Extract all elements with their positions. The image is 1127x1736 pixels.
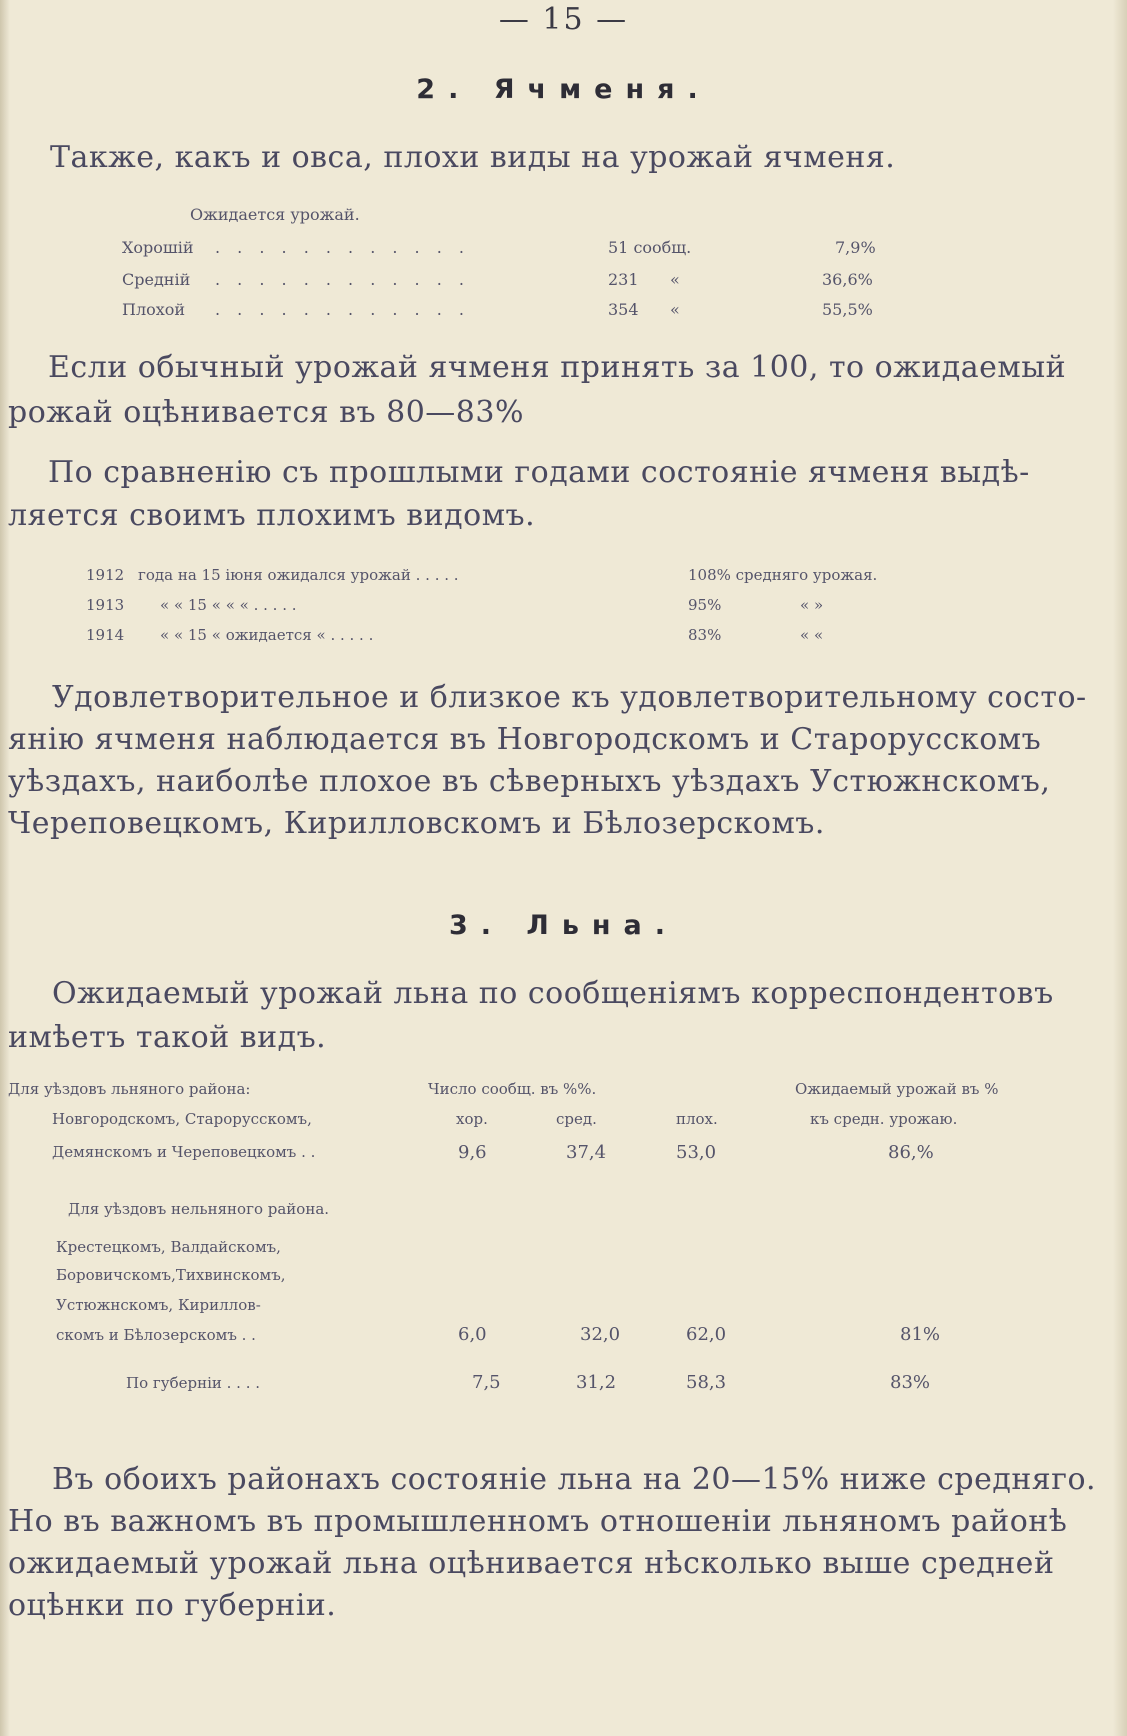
year-label: 1914 xyxy=(86,626,125,644)
barley-row-count: 354 xyxy=(608,300,639,319)
flax-value: 62,0 xyxy=(686,1324,727,1345)
flax-paragraph-line: оцѣнки по губерніи. xyxy=(8,1588,337,1623)
year-value: 83% xyxy=(688,626,722,644)
page-right-edge xyxy=(1113,0,1127,1736)
flax-col-sred: сред. xyxy=(556,1110,597,1128)
barley-row-pct: 7,9% xyxy=(835,238,876,257)
flax-paragraph-line: Но въ важномъ въ промышленномъ отношеніи льняномъ районѣ xyxy=(8,1504,1068,1539)
barley-row-pct: 55,5% xyxy=(822,300,873,319)
barley-paragraph-line: Если обычный урожай ячменя принять за 100, то ожидаемый xyxy=(48,350,1067,385)
flax-group2-line: Боровичскомъ,Тихвинскомъ, xyxy=(56,1266,286,1284)
page-left-edge xyxy=(0,0,10,1736)
barley-paragraph-line: Череповецкомъ, Кирилловскомъ и Бѣлозерскомъ. xyxy=(8,806,825,841)
flax-total-label: По губерніи . . . . xyxy=(126,1374,261,1392)
flax-paragraph-line: Въ обоихъ районахъ состояніе льна на 20—15% ниже средняго. xyxy=(52,1462,1097,1497)
year-text: « « 15 « « « . . . . . xyxy=(160,596,297,614)
year-label: 1912 xyxy=(86,566,125,584)
flax-value: 37,4 xyxy=(566,1142,607,1163)
section-heading-flax: 3. Льна. xyxy=(448,910,679,941)
flax-paragraph-line: ожидаемый урожай льна оцѣнивается нѣсколько выше средней xyxy=(8,1546,1055,1581)
section-heading-barley: 2. Ячменя. xyxy=(416,74,711,105)
flax-table-head-mid: Число сообщ. въ %%. xyxy=(428,1080,597,1098)
flax-group2-line: Для уѣздовъ нельняного района. xyxy=(68,1200,330,1218)
barley-paragraph-line: янію ячменя наблюдается въ Новгородскомъ и Старорусскомъ xyxy=(8,722,1042,757)
year-label: 1913 xyxy=(86,596,125,614)
barley-paragraph-line: ляется своимъ плохимъ видомъ. xyxy=(8,498,536,533)
barley-row-count: 51 сообщ. xyxy=(608,238,692,257)
barley-paragraph-line: По сравненію съ прошлыми годами состояніе ячменя выдѣ- xyxy=(48,455,1030,490)
flax-value: 83% xyxy=(890,1372,931,1393)
barley-row-unit: « xyxy=(670,300,680,319)
flax-group1-line: Демянскомъ и Череповецкомъ . . xyxy=(52,1143,316,1161)
flax-value: 53,0 xyxy=(676,1142,717,1163)
flax-table-head-right: Ожидаемый урожай въ % xyxy=(795,1080,999,1098)
page-number: — 15 — xyxy=(498,2,629,37)
flax-table-head-right2: къ средн. урожаю. xyxy=(810,1110,958,1128)
barley-paragraph-line: рожай оцѣнивается въ 80—83% xyxy=(8,395,524,430)
flax-value: 86,% xyxy=(888,1142,934,1163)
barley-row-pct: 36,6% xyxy=(822,270,873,289)
year-value: 108% средняго урожая. xyxy=(688,566,878,584)
flax-intro-line: имѣетъ такой видъ. xyxy=(8,1020,327,1055)
barley-intro: Также, какъ и овса, плохи виды на урожай ячменя. xyxy=(50,140,896,175)
barley-paragraph-line: уѣздахъ, наиболѣе плохое въ сѣверныхъ уѣздахъ Устюжнскомъ, xyxy=(8,764,1051,799)
flax-value: 58,3 xyxy=(686,1372,727,1393)
barley-row-dots: . . . . . . . . . . . . xyxy=(215,238,470,257)
year-text: « « 15 « ожидается « . . . . . xyxy=(160,626,374,644)
flax-group2-line: Устюжнскомъ, Кириллов- xyxy=(56,1296,261,1314)
flax-col-hor: хор. xyxy=(456,1110,488,1128)
year-tail: « » xyxy=(800,596,824,614)
flax-value: 7,5 xyxy=(472,1372,501,1393)
year-text: года на 15 іюня ожидался урожай . . . . . xyxy=(138,566,459,584)
flax-group2-line: скомъ и Бѣлозерскомъ . . xyxy=(56,1326,256,1344)
barley-row-label: Хорошій xyxy=(122,238,194,257)
flax-group2-line: Крестецкомъ, Валдайскомъ, xyxy=(56,1238,281,1256)
flax-intro-line: Ожидаемый урожай льна по сообщеніямъ корреспондентовъ xyxy=(52,976,1054,1011)
year-value: 95% xyxy=(688,596,722,614)
flax-value: 32,0 xyxy=(580,1324,621,1345)
flax-table-head-left: Для уѣздовъ льняного района: xyxy=(8,1080,251,1098)
flax-value: 6,0 xyxy=(458,1324,487,1345)
year-tail: « « xyxy=(800,626,824,644)
barley-row-dots: . . . . . . . . . . . . xyxy=(215,270,470,289)
barley-table-caption: Ожидается урожай. xyxy=(190,205,360,224)
barley-paragraph-line: Удовлетворительное и близкое къ удовлетворительному состо- xyxy=(52,680,1087,715)
barley-row-count: 231 xyxy=(608,270,639,289)
flax-group1-line: Новгородскомъ, Старорусскомъ, xyxy=(52,1110,312,1128)
flax-col-ploh: плох. xyxy=(676,1110,718,1128)
flax-value: 9,6 xyxy=(458,1142,487,1163)
barley-row-label: Плохой xyxy=(122,300,186,319)
barley-row-unit: « xyxy=(670,270,680,289)
barley-row-label: Средній xyxy=(122,270,191,289)
barley-row-dots: . . . . . . . . . . . . xyxy=(215,300,470,319)
flax-value: 31,2 xyxy=(576,1372,617,1393)
flax-value: 81% xyxy=(900,1324,941,1345)
